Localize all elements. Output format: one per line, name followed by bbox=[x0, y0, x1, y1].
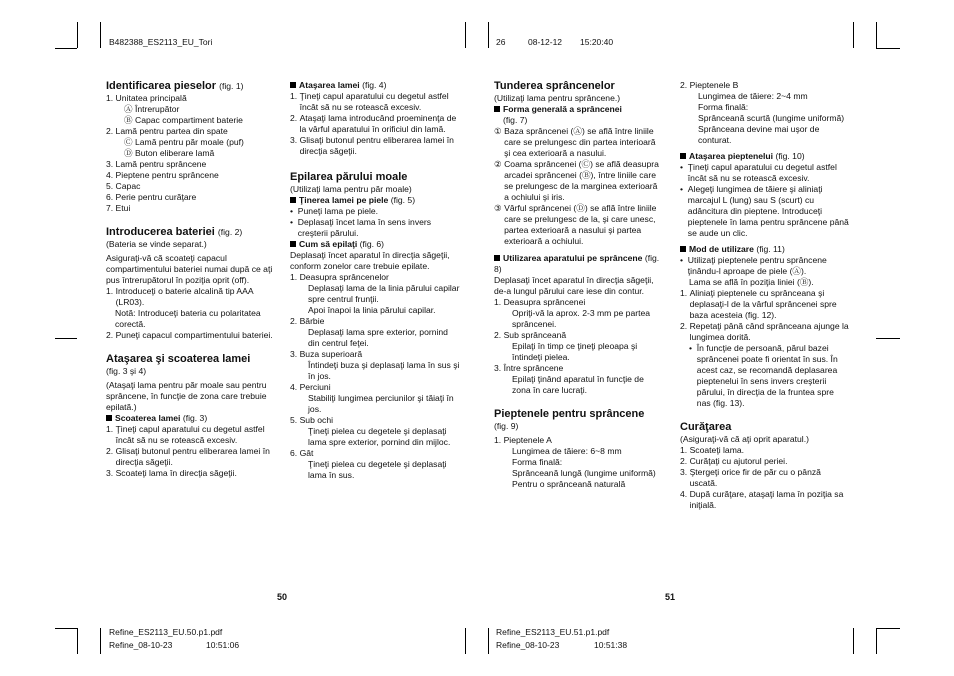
list-item: 2. Glisaţi butonul pentru eliberarea lamei în direcţia săgeţii. bbox=[106, 446, 270, 467]
list-item: 1. Introduceţi o baterie alcalină tip AAA (LR03). bbox=[106, 286, 254, 307]
list-item: Ⓐ Întrerupător bbox=[124, 104, 180, 114]
list-detail: Sprânceană scurtă (lungime uniformă) bbox=[698, 113, 845, 123]
column-2 bbox=[290, 80, 460, 481]
square-bullet-icon bbox=[680, 153, 686, 159]
paragraph: Asiguraţi-vă că scoateţi capacul compartimentului bateriei numai după ce aţi pus întrerupătorul în poziţia oprit (off). bbox=[106, 253, 273, 285]
list-item: 5. Capac bbox=[106, 181, 141, 191]
list-item: 1. Ţineţi capul aparatului cu degetul astfel încât să nu se rotească excesiv. bbox=[106, 424, 265, 445]
footer-left-time: 10:51:06 bbox=[206, 640, 240, 650]
list-item: 2. Sub sprânceană bbox=[494, 330, 567, 340]
list-detail: Forma finală: bbox=[698, 102, 749, 112]
list-item: Ⓒ Lamă pentru păr moale (puf) bbox=[124, 137, 244, 147]
list-item: 2. Pieptenele B bbox=[680, 80, 739, 90]
header-page: 26 bbox=[496, 37, 506, 47]
list-detail: Pentru o sprânceană naturală bbox=[512, 479, 626, 489]
subsection-title: Ţinerea lamei pe piele (fig. 5) bbox=[290, 195, 460, 206]
list-item: 4. Perciuni bbox=[290, 382, 331, 392]
list-detail: Deplasaţi lama spre exterior, pornind din centrul feţei. bbox=[308, 327, 448, 348]
list-detail: Lama se află în poziţia liniei (Ⓑ). bbox=[689, 277, 814, 287]
square-bullet-icon bbox=[106, 415, 112, 421]
list-item: 1. Ţineţi capul aparatului cu degetul astfel încât să nu se rotească excesiv. bbox=[290, 91, 449, 112]
list-item: 6. Perie pentru curăţare bbox=[106, 192, 197, 202]
list-item: 1. Aliniaţi pieptenele cu sprânceana şi deplasaţi-l de la vârful sprâncenei spre baza acesteia (fig. 12). bbox=[680, 288, 837, 320]
list-item: 4. Pieptene pentru sprâncene bbox=[106, 170, 219, 180]
list-detail: Stabiliţi lungimea perciunilor şi tăiaţi în jos. bbox=[308, 393, 454, 414]
figure-ref: (fig. 9) bbox=[494, 421, 519, 431]
footer-right-time: 10:51:38 bbox=[594, 640, 628, 650]
subsection-title: Forma generală a sprâncenei bbox=[494, 104, 664, 115]
page-number-left: 50 bbox=[277, 592, 288, 602]
list-item: 1. Unitatea principală bbox=[106, 93, 187, 103]
list-item: ① Baza sprâncenei (Ⓐ) se află între liniile care se prelungesc din partea interioară şi cea exterioară a nasului. bbox=[494, 126, 656, 158]
list-item: 5. Sub ochi bbox=[290, 415, 334, 425]
list-item: 1. Deasupra sprâncenelor bbox=[290, 272, 389, 282]
subsection-title: Cum să epilaţi (fig. 6) bbox=[290, 239, 460, 250]
section-title-identificarea: Identificarea pieselor (fig. 1) bbox=[106, 80, 244, 92]
column-3 bbox=[494, 80, 664, 490]
list-detail: Deplasaţi lama de la linia părului capilar spre centrul frunţii. bbox=[308, 283, 460, 304]
footer-left-file: Refine_ES2113_EU.50.p1.pdf bbox=[109, 627, 223, 637]
list-item: 3. Scoateţi lama în direcţia săgeţii. bbox=[106, 468, 237, 478]
column-4 bbox=[680, 80, 850, 511]
square-bullet-icon bbox=[494, 255, 500, 261]
bullet-item: • În funcţie de persoană, părul bazei sprâncenei poate fi orientat în sus. În acest caz, se recomandă deplasarea pieptenelui în sens invers creşterii părului, în direcţia de la fruntea spre nas (fig. 13). bbox=[689, 343, 838, 408]
note: (Utilizaţi lama pentru sprâncene.) bbox=[494, 93, 621, 103]
paragraph: Deplasaţi încet aparatul în direcţia săgeţii, conform zonelor care trebuie epilate. bbox=[290, 250, 450, 271]
list-item: 1. Deasupra sprâncenei bbox=[494, 297, 586, 307]
list-detail: Lungimea de tăiere: 2~4 mm bbox=[698, 91, 808, 101]
footer-right-date: Refine_08-10-23 bbox=[496, 640, 560, 650]
list-item: 2. Lamă pentru partea din spate bbox=[106, 126, 228, 136]
list-item: 2. Repetaţi până când sprânceana ajunge la lungimea dorită. bbox=[680, 321, 849, 342]
list-detail: Întindeţi buza şi deplasaţi lama în sus şi în jos. bbox=[308, 360, 460, 381]
bullet-item: • Alegeţi lungimea de tăiere şi aliniaţi marcajul L (lung) sau S (scurt) cu adâncitura din pieptene. Introduceţi pieptenele în lama pentru sprâncene până se aude un clic. bbox=[680, 184, 849, 238]
list-detail: Epilaţi ţinând aparatul în funcţie de zona în care lucraţi. bbox=[512, 374, 644, 395]
note: (Asiguraţi-vă că aţi oprit aparatul.) bbox=[680, 434, 809, 444]
list-item: 2. Bărbie bbox=[290, 316, 325, 326]
section-title-curatarea: Curăţarea bbox=[680, 421, 732, 433]
subsection-title: Ataşarea lamei (fig. 4) bbox=[290, 80, 460, 91]
list-item: ③ Vârful sprâncenei (Ⓓ) se află între liniile care se prelungesc de la, şi care unesc, partea exterioară a nasului şi partea exterioară a ochiului. bbox=[494, 203, 657, 246]
section-title-atasarea: Ataşarea şi scoaterea lamei bbox=[106, 353, 251, 365]
bullet-item: • Puneţi lama pe piele. bbox=[290, 206, 379, 216]
list-item: 3. Ştergeţi orice fir de păr cu o pânză uscată. bbox=[680, 467, 821, 488]
list-detail: Opriţi-vă la aprox. 2-3 mm pe partea sprâncenei. bbox=[512, 308, 651, 329]
square-bullet-icon bbox=[680, 246, 686, 252]
note: (Utilizaţi lama pentru păr moale) bbox=[290, 184, 412, 194]
bullet-item: • Deplasaţi încet lama în sens invers creşterii părului. bbox=[290, 217, 432, 238]
list-item: 2. Curăţaţi cu ajutorul periei. bbox=[680, 456, 788, 466]
list-detail: Apoi înapoi la linia părului capilar. bbox=[308, 305, 436, 315]
header-time: 15:20:40 bbox=[580, 37, 614, 47]
list-detail: Forma finală: bbox=[512, 457, 563, 467]
list-item: ② Coama sprâncenei (Ⓒ) se află deasupra arcadei sprâncenei (Ⓑ), între liniile care se prelungesc de la marginea exterioară a ochiului şi iris. bbox=[494, 159, 659, 202]
list-item: 2. Puneţi capacul compartimentului bateriei. bbox=[106, 330, 273, 340]
header-date: 08-12-12 bbox=[528, 37, 563, 47]
list-item: 3. Glisaţi butonul pentru eliberarea lamei în direcţia săgeţii. bbox=[290, 135, 454, 156]
footer-left-date: Refine_08-10-23 bbox=[109, 640, 173, 650]
subsection-title: Utilizarea aparatului pe sprâncene (fig. 8) bbox=[494, 253, 660, 274]
list-item: 6. Gât bbox=[290, 448, 314, 458]
section-title-introducerea: Introducerea bateriei (fig. 2) bbox=[106, 226, 243, 238]
paragraph: (Ataşaţi lama pentru păr moale sau pentru sprâncene, în funcţie de zona care trebuie epilată.) bbox=[106, 380, 267, 412]
subsection-title: Mod de utilizare (fig. 11) bbox=[680, 244, 850, 255]
figure-ref: (fig. 3 şi 4) bbox=[106, 366, 147, 376]
list-item: 3. Buza superioară bbox=[290, 349, 363, 359]
bullet-item: • Utilizaţi pieptenele pentru sprâncene ţinându-l aproape de piele (Ⓐ). bbox=[680, 255, 827, 276]
header-doc-id: B482388_ES2113_EU_Tori bbox=[109, 37, 213, 47]
list-detail: Ţineţi pielea cu degetele şi deplasaţi lama în sus. bbox=[308, 459, 447, 480]
paragraph: Deplasaţi încet aparatul în direcţia săgeţii, de-a lungul părului care iese din contur. bbox=[494, 275, 654, 296]
figure-ref: (fig. 7) bbox=[503, 115, 528, 125]
list-item: 3. Lamă pentru sprâncene bbox=[106, 159, 207, 169]
list-detail: Ţineţi pielea cu degetele şi deplasaţi lama spre exterior, pornind din mijloc. bbox=[308, 426, 451, 447]
square-bullet-icon bbox=[290, 241, 296, 247]
list-item: 4. După curăţare, ataşaţi lama în poziţia sa iniţială. bbox=[680, 489, 844, 510]
subsection-title: Ataşarea pieptenelui (fig. 10) bbox=[680, 151, 850, 162]
section-title-epilarea: Epilarea părului moale bbox=[290, 171, 408, 183]
list-item: 1. Pieptenele A bbox=[494, 435, 552, 445]
section-title-pieptenele: Pieptenele pentru sprâncene bbox=[494, 408, 645, 420]
list-item: Ⓑ Capac compartiment baterie bbox=[124, 115, 243, 125]
note: (Bateria se vinde separat.) bbox=[106, 239, 207, 249]
list-detail: Sprânceana devine mai uşor de conturat. bbox=[698, 124, 820, 145]
note: Notă: Introduceţi bateria cu polaritatea corectă. bbox=[115, 308, 261, 329]
list-detail: Epilaţi în timp ce ţineţi pleoapa şi întindeţi pielea. bbox=[512, 341, 638, 362]
bullet-item: • Ţineţi capul aparatului cu degetul astfel încât să nu se rotească excesiv. bbox=[680, 162, 837, 183]
page-number-right: 51 bbox=[665, 592, 676, 602]
footer-right-file: Refine_ES2113_EU.51.p1.pdf bbox=[496, 627, 610, 637]
list-detail: Lungimea de tăiere: 6~8 mm bbox=[512, 446, 622, 456]
column-1 bbox=[106, 80, 278, 479]
section-title-tunderea: Tunderea sprâncenelor bbox=[494, 80, 615, 92]
list-item: 7. Etui bbox=[106, 203, 131, 213]
list-item: 1. Scoateţi lama. bbox=[680, 445, 745, 455]
list-item: 2. Ataşaţi lama introducând proeminenţa de la vârful aparatului în orificiul din lamă. bbox=[290, 113, 457, 134]
square-bullet-icon bbox=[290, 197, 296, 203]
square-bullet-icon bbox=[290, 82, 296, 88]
list-item: 3. Între sprâncene bbox=[494, 363, 564, 373]
list-item: Ⓓ Buton eliberare lamă bbox=[124, 148, 215, 158]
subsection-title: Scoaterea lamei (fig. 3) bbox=[106, 413, 278, 424]
square-bullet-icon bbox=[494, 106, 500, 112]
list-detail: Sprânceană lungă (lungime uniformă) bbox=[512, 468, 656, 478]
